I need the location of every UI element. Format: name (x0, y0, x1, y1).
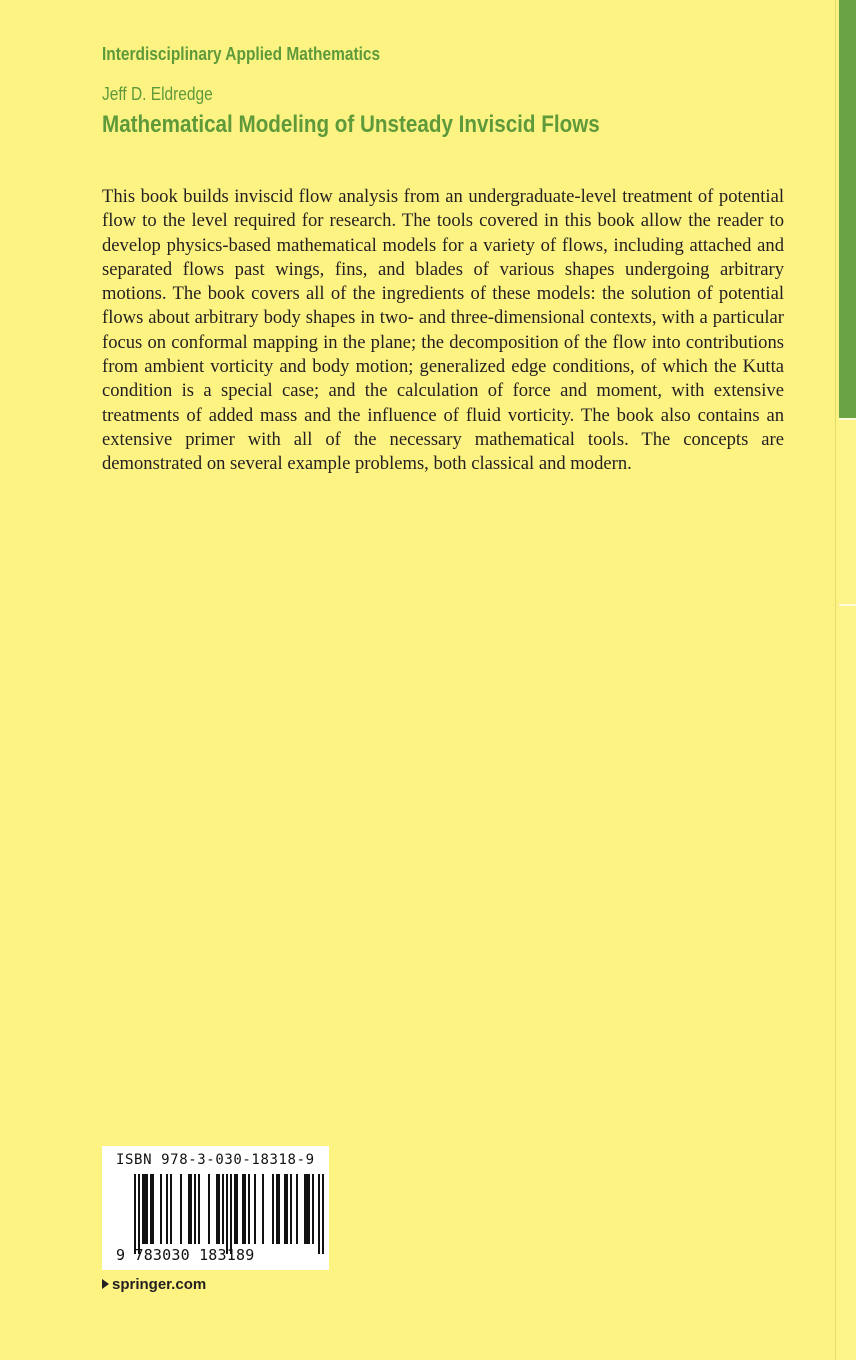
barcode-bar (142, 1174, 148, 1244)
barcode-bar (290, 1174, 292, 1244)
barcode-bar (234, 1174, 238, 1244)
barcode-bar (170, 1174, 172, 1244)
spine-divider (839, 604, 856, 606)
barcode-digits: 9 783030 183189 (116, 1246, 255, 1264)
arrow-right-icon (102, 1279, 109, 1289)
barcode-bar (134, 1174, 136, 1254)
series-name: Interdisciplinary Applied Mathematics (102, 44, 381, 64)
barcode-bar (180, 1174, 182, 1244)
barcode-bar (166, 1174, 168, 1244)
barcode-bar (138, 1174, 140, 1254)
barcode-bar (194, 1174, 196, 1244)
barcode-bar (304, 1174, 310, 1244)
book-description: This book builds inviscid flow analysis from an undergraduate-level treatment of potential flow to the level required for research. The tools covered in this book allow the reader to develop physics-based mathematical models for a variety of flows, including attached and separated flows past wings, fins, and blades of various shapes undergoing arbitrary motions. The book covers all of the ingredients of these models: the solution of potential flows about arbitrary body shapes in two- and three-dimensional contexts, with a particular focus on conformal mapping in the plane; the decomposition of the flow into contributions from ambient vorticity and body motion; generalized edge conditions, of which the Kutta condition is a special case; and the calculation of force and moment, with extensive treatments of added mass and the influence of fluid vorticity. The book also contains an extensive primer with all of the necessary mathematical tools. The concepts are demonstrated on several example problems, both classical and modern. (102, 186, 784, 475)
spine-green-band (839, 0, 856, 418)
barcode-bar (284, 1174, 288, 1244)
barcode-bar (276, 1174, 280, 1244)
barcode-bar (230, 1174, 232, 1254)
book-title: Mathematical Modeling of Unsteady Inviscid Flows (102, 111, 600, 138)
barcode-bar (296, 1174, 298, 1244)
barcode-bar (150, 1174, 154, 1244)
barcode-bar (208, 1174, 210, 1244)
barcode-bar (318, 1174, 320, 1254)
barcode-bar (222, 1174, 224, 1244)
barcode-bar (226, 1174, 228, 1254)
barcode-bar (248, 1174, 250, 1244)
isbn-barcode-box (102, 1146, 329, 1270)
barcode-bar (188, 1174, 192, 1244)
barcode-bar (312, 1174, 314, 1244)
spine-divider (839, 418, 856, 420)
barcode-bar (216, 1174, 220, 1244)
barcode-bar (160, 1174, 162, 1244)
barcode-bar (242, 1174, 246, 1244)
barcode-bar (262, 1174, 264, 1244)
barcode-bar (272, 1174, 274, 1244)
barcode-bar (254, 1174, 256, 1244)
springer-link[interactable] (102, 1276, 206, 1293)
barcode-bar (322, 1174, 324, 1254)
isbn-label: ISBN 978-3-030-18318-9 (116, 1152, 315, 1168)
barcode-bar (198, 1174, 200, 1244)
author-name: Jeff D. Eldredge (102, 84, 213, 104)
spine-yellow-band (839, 418, 856, 1360)
spine-edge-line (835, 0, 836, 1360)
springer-link-text: springer.com (112, 1276, 207, 1293)
